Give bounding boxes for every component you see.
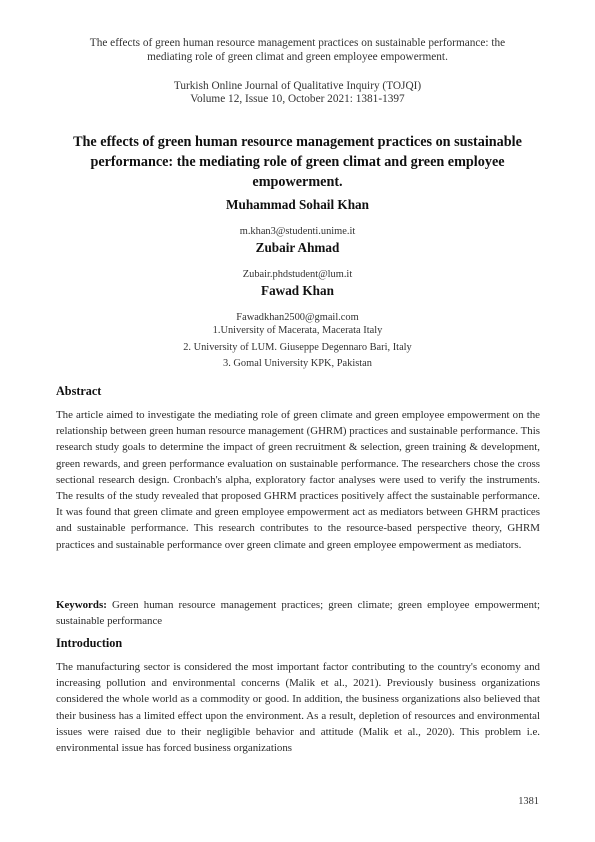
author-name: Zubair Ahmad <box>255 240 340 255</box>
keywords <box>56 597 540 629</box>
running-header-line-1: The effects of green human resource management practices on sustainable performance: the <box>89 37 506 49</box>
paper-title-line-2: performance: the mediating role of green climat and green employee <box>90 154 505 170</box>
paper-title-line-1: The effects of green human resource management practices on sustainable <box>73 134 522 150</box>
keywords-label: Keywords: <box>56 599 107 611</box>
introduction-text: The manufacturing sector is considered the most important factor contributing to the country's economy and increasing pollution and environmental concerns (Malik et al., 2021). Previously business organizations considered the whole world as a commodity or good. In addition, the business organizations also believed that their business has a limited effect upon the environment. As a result, depletion of resources and environmental issues were raised due to their negligible behavior and attitude (Malik et al., 2020). This problem i.e. environmental issue has forced business organizations <box>56 661 540 755</box>
introduction-heading: Introduction <box>56 636 123 650</box>
journal-info <box>60 80 535 106</box>
abstract-heading: Abstract <box>56 384 102 398</box>
keywords-text: Green human resource management practices; green climate; green employee empowerment; sustainable performance <box>56 599 540 628</box>
paper-title <box>58 132 537 192</box>
author-email[interactable]: m.khan3@studenti.unime.it <box>239 226 356 237</box>
journal-volume: Volume 12, Issue 10, October 2021: 1381-1397 <box>190 93 405 105</box>
journal-name: Turkish Online Journal of Qualitative Inquiry (TOJQI) <box>173 80 422 92</box>
affiliation: 2. University of LUM. Giuseppe Degennaro Bari, Italy <box>183 342 412 353</box>
running-header-line-2: mediating role of green climat and green employee empowerment. <box>147 51 448 63</box>
running-header <box>60 36 535 64</box>
author-name: Fawad Khan <box>261 283 334 298</box>
abstract-text: The article aimed to investigate the mediating role of green climate and green employee empowerment on the relationship between green human resource management (GHRM) practices and sustainable performance. This research study goals to determine the impact of green recruitment & selection, green training & development, green rewards, and green performance evaluation on sustainable performance. The researchers chose the cross sectional research design. Cronbach's alpha, exploratory factor analyses were used to verify the instruments. The results of the study revealed that proposed GHRM practices positively affect the sustainable performance. It was found that green climate and green employee empowerment act as mediators between GHRM practices and sustainable performance. This research contributes to the resource-based perspective theory, GHRM practices and sustainable performance over green climate and green employee empowerment as mediators. <box>56 409 540 551</box>
page-number: 1381 <box>518 796 539 807</box>
author-name: Muhammad Sohail Khan <box>226 197 369 212</box>
author-email[interactable]: Zubair.phdstudent@lum.it <box>242 269 353 280</box>
affiliation: 1.University of Macerata, Macerata Italy <box>212 325 383 336</box>
affiliation: 3. Gomal University KPK, Pakistan <box>223 358 372 369</box>
author-email[interactable]: Fawadkhan2500@gmail.com <box>236 312 359 323</box>
paper-title-line-3: empowerment. <box>252 174 343 190</box>
